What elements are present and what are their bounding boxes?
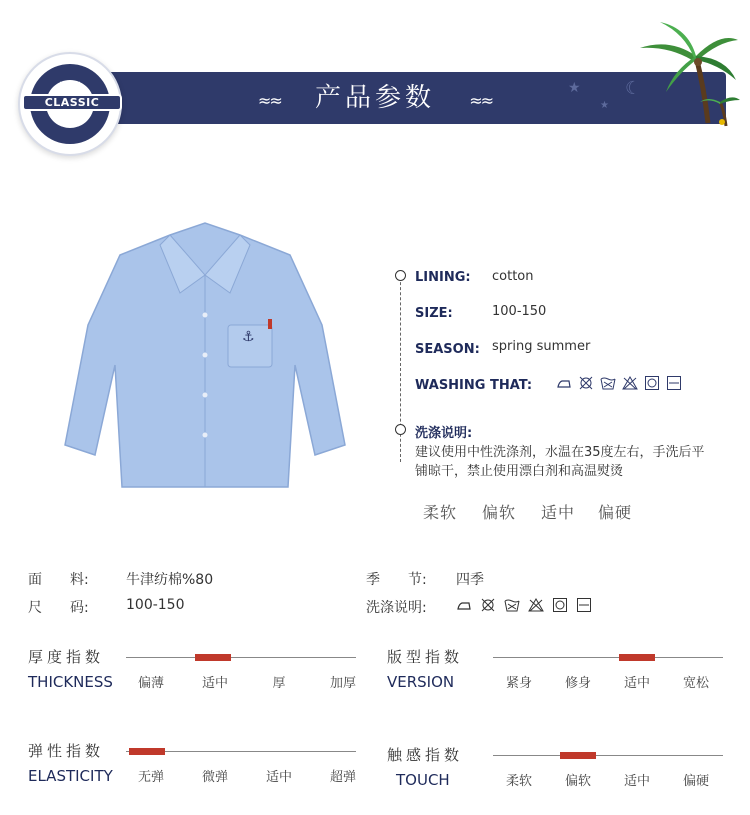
badge-text: CLASSIC <box>22 94 122 111</box>
wave-left-icon: ≈≈ <box>257 91 281 110</box>
care-text: 建议使用中性洗涤剂，水温在35度左右，手洗后平铺晾干，禁止使用漂白剂和高温熨烫 <box>415 445 705 479</box>
index-tick-label: 紧身 <box>505 676 532 691</box>
dry-clean-icon <box>644 375 660 391</box>
wave-right-icon: ≈≈ <box>469 91 493 110</box>
index-title-cn: 版型指数 <box>387 648 464 666</box>
index-tick-label: 适中 <box>265 770 292 785</box>
lining-label: LINING: <box>415 270 471 285</box>
spec-bullet <box>395 270 406 281</box>
season-label: SEASON: <box>415 342 480 357</box>
index-tick-label: 偏软 <box>564 774 591 789</box>
index-tick-label: 偏薄 <box>137 676 164 691</box>
index-tick-label: 厚 <box>272 676 286 691</box>
size-value: 100-150 <box>492 304 547 319</box>
iron-icon <box>556 375 572 391</box>
dry-clean-icon <box>552 597 568 613</box>
index-title-cn: 弹性指数 <box>28 742 105 760</box>
index-tick-label: 无弹 <box>137 770 164 785</box>
index-marker <box>619 654 655 661</box>
index-title-en: TOUCH <box>396 771 450 789</box>
feel-option: 偏软 <box>482 503 517 522</box>
dry-flat-icon <box>666 375 682 391</box>
badge-stars: ★ ★ ★ <box>56 80 84 89</box>
iron-icon <box>456 597 472 613</box>
star-icon: ★ <box>568 80 581 96</box>
index-tick-label: 适中 <box>623 774 650 789</box>
dry-flat-icon <box>576 597 592 613</box>
index-marker <box>129 748 165 755</box>
feel-option: 适中 <box>541 503 576 522</box>
no-bleach-icon <box>528 597 544 613</box>
index-tick-label: 微弹 <box>201 770 228 785</box>
feel-option: 偏硬 <box>598 503 633 522</box>
no-tumble-dry-icon <box>578 375 594 391</box>
washing-label: WASHING THAT: <box>415 378 533 393</box>
size-param-value: 100-150 <box>126 597 185 613</box>
no-bleach-icon <box>622 375 638 391</box>
season-param-value: 四季 <box>456 572 484 588</box>
index-title-cn: 厚度指数 <box>28 648 105 666</box>
index-marker <box>560 752 596 759</box>
index-track <box>493 755 723 756</box>
wash-30-icon <box>504 597 520 613</box>
season-param-label: 季 节: <box>366 572 427 588</box>
index-tick-label: 适中 <box>201 676 228 691</box>
care-title: 洗涤说明: <box>415 426 473 441</box>
size-param-label: 尺 码: <box>28 600 89 616</box>
lining-value: cotton <box>492 269 534 284</box>
palm-tree-icon <box>630 18 740 128</box>
feel-option: 柔软 <box>423 503 458 522</box>
index-track <box>126 657 356 658</box>
index-title-en: ELASTICITY <box>28 767 113 785</box>
fabric-label: 面 料: <box>28 572 89 588</box>
shirt-image <box>60 215 350 495</box>
wash-30-icon <box>600 375 616 391</box>
fabric-value: 牛津纺棉%80 <box>126 572 214 588</box>
size-label: SIZE: <box>415 306 453 321</box>
no-tumble-dry-icon <box>480 597 496 613</box>
star-icon: ★ <box>600 100 609 111</box>
index-tick-label: 宽松 <box>682 676 709 691</box>
care-bullet <box>395 424 406 435</box>
wash-icons <box>556 375 682 391</box>
wash-icons-params <box>456 597 592 613</box>
index-title-en: THICKNESS <box>28 673 113 691</box>
index-marker <box>195 654 231 661</box>
index-track <box>493 657 723 658</box>
index-title-en: VERSION <box>387 673 455 691</box>
index-tick-label: 柔软 <box>505 774 532 789</box>
index-title-cn: 触感指数 <box>387 746 464 764</box>
moon-icon: ☾ <box>625 78 642 99</box>
season-value: spring summer <box>492 339 591 354</box>
index-tick-label: 修身 <box>564 676 591 691</box>
wash-param-label: 洗涤说明: <box>366 600 427 616</box>
index-tick-label: 适中 <box>623 676 650 691</box>
index-tick-label: 加厚 <box>329 676 356 691</box>
svg-text:⚓: ⚓ <box>242 329 255 345</box>
index-tick-label: 偏硬 <box>682 774 709 789</box>
index-tick-label: 超弹 <box>329 770 356 785</box>
page-title-text: 产品参数 <box>314 83 435 113</box>
